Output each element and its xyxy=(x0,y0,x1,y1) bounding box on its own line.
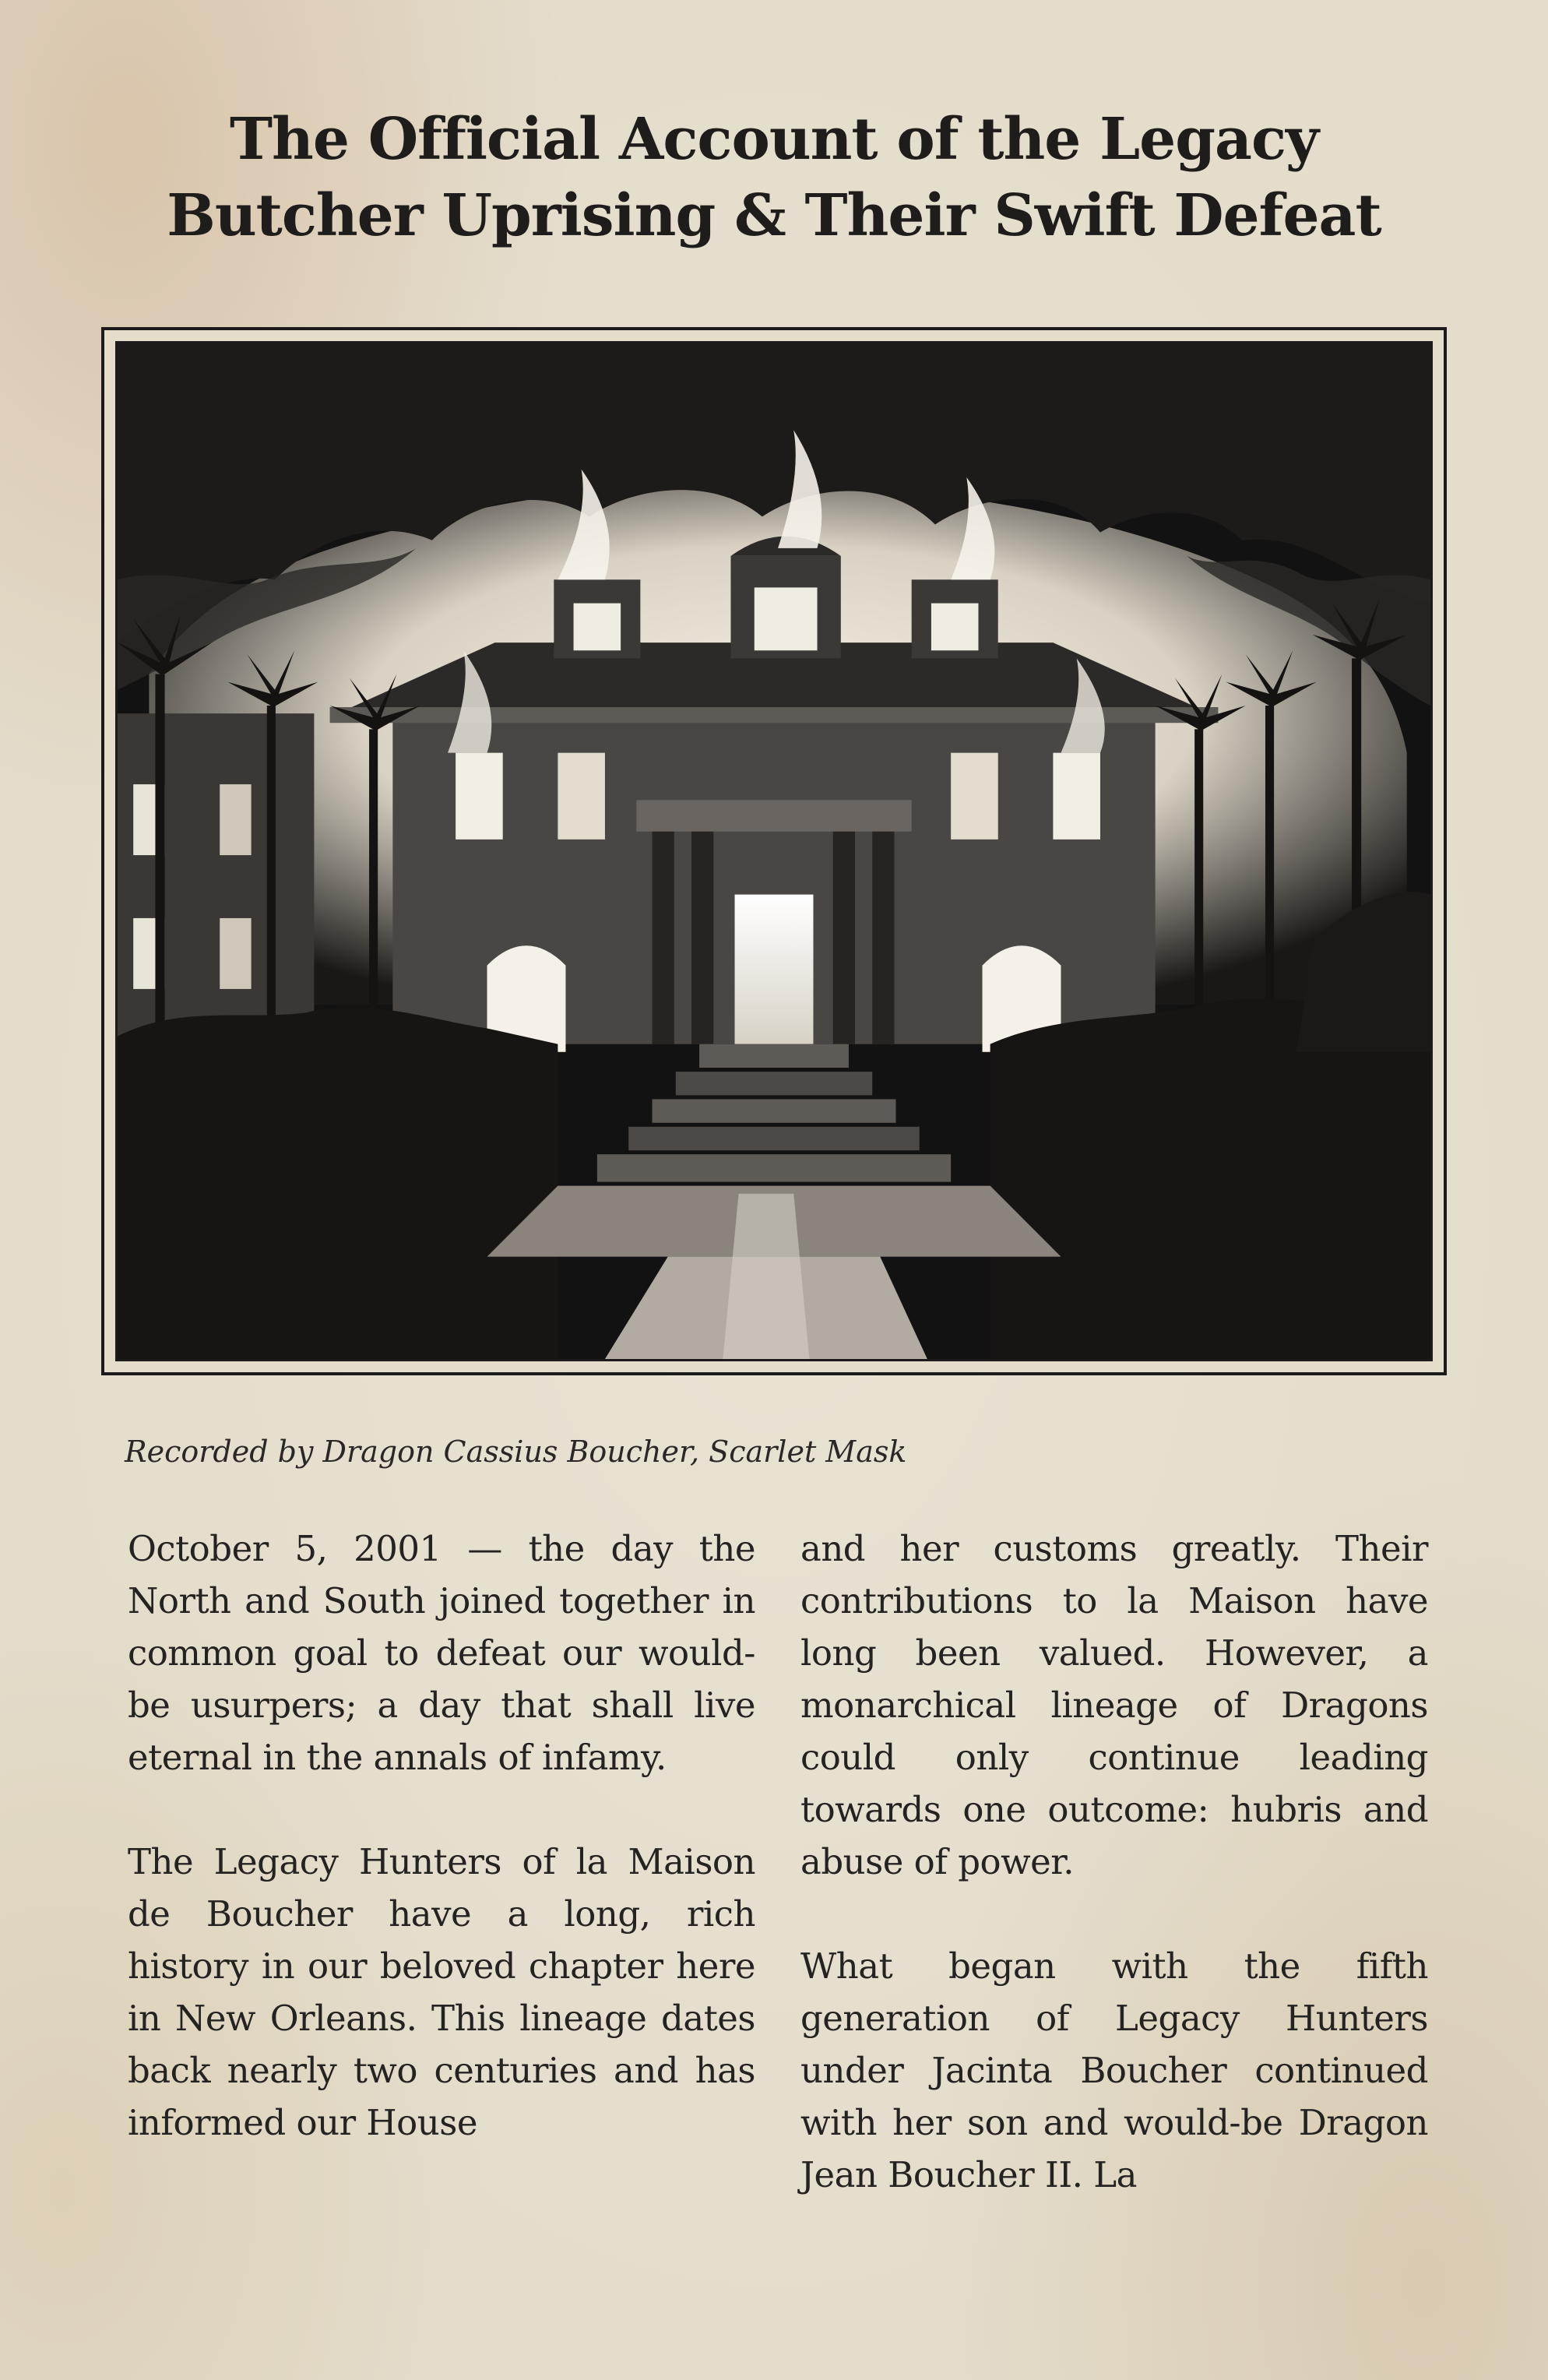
illustration-frame xyxy=(101,327,1447,1375)
illustration-caption: Recorded by Dragon Cassius Boucher, Scarlet Mask xyxy=(125,1435,907,1469)
right-paragraph-1: and her customs greatly. Their contributions to la Maison have long been valued. However, a monarchical lineage of Dragons could only continue leading towards one outcome: hubris and abuse of power. xyxy=(800,1528,1428,1882)
right-column xyxy=(800,1523,1428,2253)
left-paragraph-2: The Legacy Hunters of la Maison de Boucher have a long, rich history in our beloved chapter here in New Orleans. This lineage dates back nearly two centuries and has informed our House xyxy=(128,1841,755,2143)
article-body xyxy=(128,1523,1428,2253)
right-paragraph-2: What began with the fifth generation of Legacy Hunters under Jacinta Boucher continued with her son and would-be Dragon Jean Boucher II. La xyxy=(800,1945,1428,2195)
page-title xyxy=(0,101,1548,254)
left-paragraph-1: October 5, 2001 — the day the North and South joined together in common goal to defeat our would-be usurpers; a day that shall live eternal in the annals of infamy. xyxy=(128,1528,755,1778)
title-line-1: The Official Account of the Legacy xyxy=(229,106,1318,173)
left-column xyxy=(128,1523,755,2253)
burning-mansion-illustration xyxy=(115,341,1433,1361)
mansion-drawing xyxy=(118,343,1430,1359)
title-line-2: Butcher Uprising & Their Swift Defeat xyxy=(167,182,1381,249)
